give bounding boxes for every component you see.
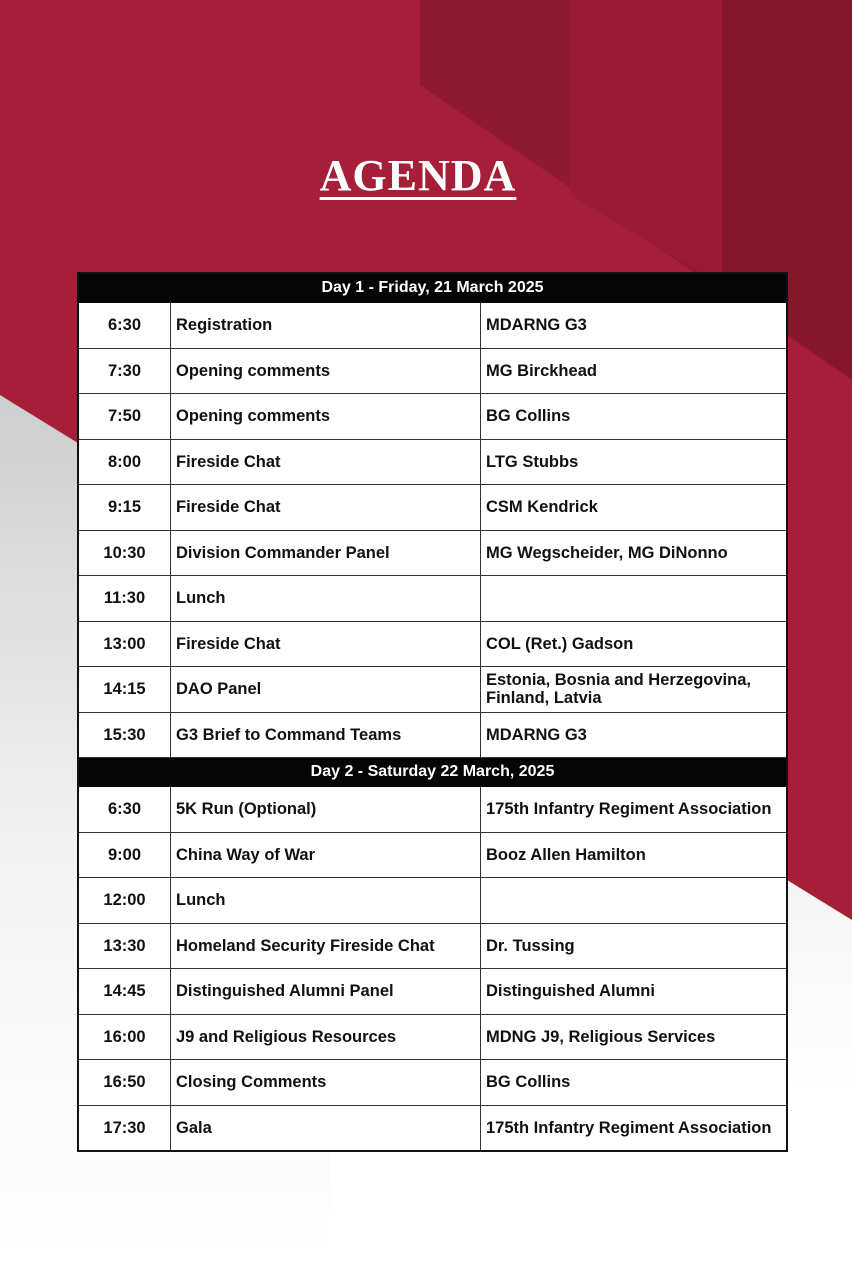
agenda-row <box>78 1014 787 1060</box>
agenda-row <box>78 969 787 1015</box>
speaker-cell: BG Collins <box>481 394 788 440</box>
session-cell: Fireside Chat <box>171 485 481 531</box>
time-cell: 15:30 <box>78 712 171 758</box>
session-cell: Opening comments <box>171 348 481 394</box>
speaker-cell: MDARNG G3 <box>481 712 788 758</box>
time-cell: 9:00 <box>78 832 171 878</box>
session-cell: Opening comments <box>171 394 481 440</box>
day-header-row <box>78 758 787 787</box>
day-header-row <box>78 273 787 303</box>
speaker-cell: 175th Infantry Regiment Association <box>481 1105 788 1151</box>
agenda-row <box>78 1060 787 1106</box>
speaker-cell <box>481 878 788 924</box>
time-cell: 8:00 <box>78 439 171 485</box>
agenda-row <box>78 923 787 969</box>
agenda-row <box>78 832 787 878</box>
day-heading: Day 2 - Saturday 22 March, 2025 <box>78 758 787 787</box>
session-cell: Registration <box>171 303 481 349</box>
session-cell: G3 Brief to Command Teams <box>171 712 481 758</box>
page-title: AGENDA <box>319 151 517 200</box>
speaker-cell: Distinguished Alumni <box>481 969 788 1015</box>
agenda-row <box>78 348 787 394</box>
session-cell: Gala <box>171 1105 481 1151</box>
time-cell: 16:00 <box>78 1014 171 1060</box>
time-cell: 17:30 <box>78 1105 171 1151</box>
speaker-cell: BG Collins <box>481 1060 788 1106</box>
agenda-row <box>78 576 787 622</box>
time-cell: 6:30 <box>78 303 171 349</box>
agenda-row <box>78 667 787 713</box>
session-cell: Fireside Chat <box>171 621 481 667</box>
agenda-row <box>78 1105 787 1151</box>
speaker-cell: Booz Allen Hamilton <box>481 832 788 878</box>
speaker-cell: LTG Stubbs <box>481 439 788 485</box>
time-cell: 16:50 <box>78 1060 171 1106</box>
session-cell: 5K Run (Optional) <box>171 787 481 833</box>
speaker-cell: Dr. Tussing <box>481 923 788 969</box>
session-cell: DAO Panel <box>171 667 481 713</box>
session-cell: Lunch <box>171 878 481 924</box>
time-cell: 11:30 <box>78 576 171 622</box>
time-cell: 7:50 <box>78 394 171 440</box>
session-cell: Homeland Security Fireside Chat <box>171 923 481 969</box>
agenda-row <box>78 621 787 667</box>
day-heading: Day 1 - Friday, 21 March 2025 <box>78 273 787 303</box>
speaker-cell: MG Wegscheider, MG DiNonno <box>481 530 788 576</box>
time-cell: 13:30 <box>78 923 171 969</box>
time-cell: 13:00 <box>78 621 171 667</box>
session-cell: Fireside Chat <box>171 439 481 485</box>
time-cell: 12:00 <box>78 878 171 924</box>
time-cell: 6:30 <box>78 787 171 833</box>
session-cell: Closing Comments <box>171 1060 481 1106</box>
agenda-row <box>78 485 787 531</box>
session-cell: Lunch <box>171 576 481 622</box>
session-cell: J9 and Religious Resources <box>171 1014 481 1060</box>
agenda-row <box>78 439 787 485</box>
speaker-cell: MDNG J9, Religious Services <box>481 1014 788 1060</box>
speaker-cell: COL (Ret.) Gadson <box>481 621 788 667</box>
time-cell: 9:15 <box>78 485 171 531</box>
speaker-cell: 175th Infantry Regiment Association <box>481 787 788 833</box>
session-cell: China Way of War <box>171 832 481 878</box>
agenda-row <box>78 303 787 349</box>
agenda-row <box>78 394 787 440</box>
speaker-cell: Estonia, Bosnia and Herzegovina, Finland, Latvia <box>481 667 788 713</box>
time-cell: 14:45 <box>78 969 171 1015</box>
agenda-table <box>77 272 788 1152</box>
time-cell: 10:30 <box>78 530 171 576</box>
time-cell: 14:15 <box>78 667 171 713</box>
speaker-cell: MDARNG G3 <box>481 303 788 349</box>
session-cell: Division Commander Panel <box>171 530 481 576</box>
speaker-cell: MG Birckhead <box>481 348 788 394</box>
agenda-row <box>78 787 787 833</box>
agenda-row <box>78 530 787 576</box>
agenda-row <box>78 878 787 924</box>
session-cell: Distinguished Alumni Panel <box>171 969 481 1015</box>
agenda-row <box>78 712 787 758</box>
speaker-cell: CSM Kendrick <box>481 485 788 531</box>
time-cell: 7:30 <box>78 348 171 394</box>
speaker-cell <box>481 576 788 622</box>
